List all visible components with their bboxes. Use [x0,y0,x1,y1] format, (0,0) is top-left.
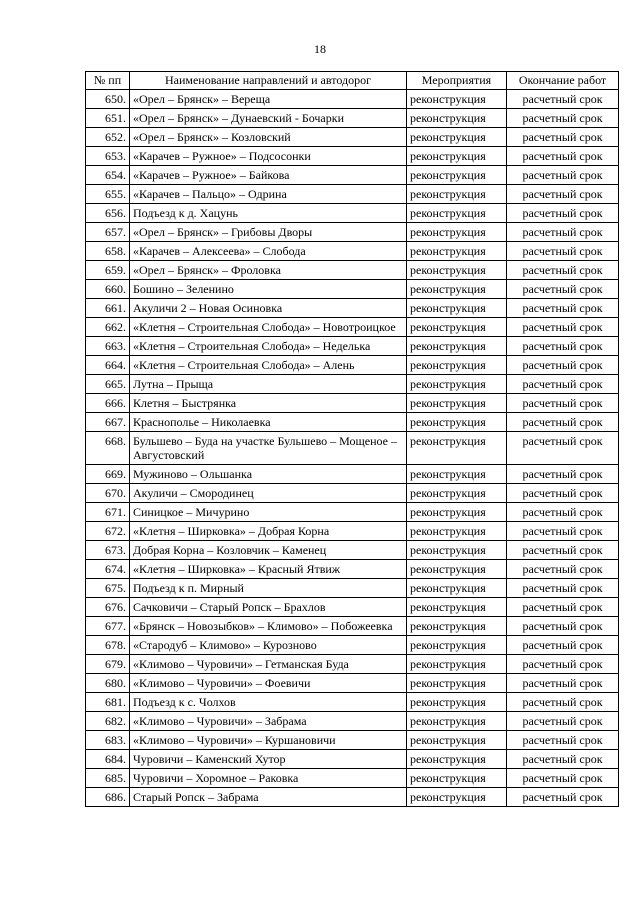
end-date-cell: расчетный срок [507,242,619,261]
activity-cell: реконструкция [407,484,507,503]
activity-cell: реконструкция [407,655,507,674]
end-date-cell: расчетный срок [507,90,619,109]
row-number-cell: 674. [86,560,130,579]
table-row [86,299,619,318]
road-name-cell: Бульшево – Буда на участке Бульшево – Мощеное – Августовский [130,432,407,465]
activity-cell: реконструкция [407,541,507,560]
table-row [86,579,619,598]
table-row [86,185,619,204]
row-number-cell: 660. [86,280,130,299]
end-date-cell: расчетный срок [507,560,619,579]
row-number-cell: 666. [86,394,130,413]
row-number-cell: 675. [86,579,130,598]
activity-cell: реконструкция [407,242,507,261]
table-row [86,769,619,788]
activity-cell: реконструкция [407,750,507,769]
table-row [86,617,619,636]
activity-cell: реконструкция [407,788,507,807]
activity-cell: реконструкция [407,204,507,223]
road-name-cell: Лутна – Прыща [130,375,407,394]
activity-cell: реконструкция [407,337,507,356]
row-number-cell: 667. [86,413,130,432]
end-date-cell: расчетный срок [507,223,619,242]
row-number-cell: 685. [86,769,130,788]
row-number-cell: 672. [86,522,130,541]
end-date-cell: расчетный срок [507,147,619,166]
road-name-cell: «Карачев – Ружное» – Байкова [130,166,407,185]
end-date-cell: расчетный срок [507,598,619,617]
activity-cell: реконструкция [407,579,507,598]
end-date-cell: расчетный срок [507,128,619,147]
end-date-cell: расчетный срок [507,541,619,560]
activity-cell: реконструкция [407,318,507,337]
end-date-cell: расчетный срок [507,503,619,522]
row-number-cell: 662. [86,318,130,337]
row-number-cell: 663. [86,337,130,356]
end-date-cell: расчетный срок [507,337,619,356]
activity-cell: реконструкция [407,560,507,579]
table-row [86,750,619,769]
end-date-cell: расчетный срок [507,712,619,731]
end-date-cell: расчетный срок [507,522,619,541]
road-name-cell: «Клетня – Строительная Слобода» – Неделька [130,337,407,356]
end-date-cell: расчетный срок [507,280,619,299]
end-date-cell: расчетный срок [507,204,619,223]
end-date-cell: расчетный срок [507,432,619,465]
table-row [86,503,619,522]
activity-cell: реконструкция [407,636,507,655]
activity-cell: реконструкция [407,185,507,204]
activity-cell: реконструкция [407,261,507,280]
activity-cell: реконструкция [407,769,507,788]
road-name-cell: Сачковичи – Старый Ропск – Брахлов [130,598,407,617]
road-name-cell: «Клетня – Строительная Слобода» – Новотроицкое [130,318,407,337]
table-row [86,318,619,337]
activity-cell: реконструкция [407,617,507,636]
activity-cell: реконструкция [407,356,507,375]
row-number-cell: 681. [86,693,130,712]
table-row [86,712,619,731]
table-row [86,560,619,579]
end-date-cell: расчетный срок [507,655,619,674]
end-date-cell: расчетный срок [507,413,619,432]
header-end: Окончание работ [507,72,619,90]
table-row [86,204,619,223]
row-number-cell: 684. [86,750,130,769]
activity-cell: реконструкция [407,394,507,413]
header-num: № пп [86,72,130,90]
road-name-cell: Бошино – Зеленино [130,280,407,299]
row-number-cell: 673. [86,541,130,560]
table-row [86,636,619,655]
road-name-cell: «Клетня – Строительная Слобода» – Алень [130,356,407,375]
end-date-cell: расчетный срок [507,617,619,636]
activity-cell: реконструкция [407,128,507,147]
table-row [86,261,619,280]
row-number-cell: 686. [86,788,130,807]
table-row [86,674,619,693]
table-row [86,598,619,617]
table-row [86,788,619,807]
road-name-cell: «Брянск – Новозыбков» – Климово» – Побожеевка [130,617,407,636]
road-name-cell: «Орел – Брянск» – Грибовы Дворы [130,223,407,242]
activity-cell: реконструкция [407,522,507,541]
row-number-cell: 650. [86,90,130,109]
table-row [86,522,619,541]
table-row [86,147,619,166]
row-number-cell: 654. [86,166,130,185]
end-date-cell: расчетный срок [507,750,619,769]
row-number-cell: 655. [86,185,130,204]
table-row [86,223,619,242]
header-activity: Мероприятия [407,72,507,90]
road-name-cell: «Клетня – Ширковка» – Красный Ятвиж [130,560,407,579]
end-date-cell: расчетный срок [507,109,619,128]
row-number-cell: 677. [86,617,130,636]
road-name-cell: Чуровичи – Каменский Хутор [130,750,407,769]
road-name-cell: «Карачев – Ружное» – Подсосонки [130,147,407,166]
row-number-cell: 679. [86,655,130,674]
activity-cell: реконструкция [407,432,507,465]
table-row [86,693,619,712]
row-number-cell: 676. [86,598,130,617]
end-date-cell: расчетный срок [507,693,619,712]
activity-cell: реконструкция [407,166,507,185]
end-date-cell: расчетный срок [507,166,619,185]
road-name-cell: Акуличи 2 – Новая Осиновка [130,299,407,318]
table-row [86,394,619,413]
road-name-cell: «Орел – Брянск» – Фроловка [130,261,407,280]
table-row [86,655,619,674]
road-name-cell: «Клетня – Ширковка» – Добрая Корна [130,522,407,541]
activity-cell: реконструкция [407,693,507,712]
table-row [86,280,619,299]
row-number-cell: 658. [86,242,130,261]
end-date-cell: расчетный срок [507,299,619,318]
activity-cell: реконструкция [407,731,507,750]
road-name-cell: Подъезд к д. Хацунь [130,204,407,223]
table-row [86,413,619,432]
end-date-cell: расчетный срок [507,375,619,394]
road-name-cell: Добрая Корна – Козловчик – Каменец [130,541,407,560]
row-number-cell: 659. [86,261,130,280]
row-number-cell: 678. [86,636,130,655]
activity-cell: реконструкция [407,299,507,318]
road-name-cell: Подъезд к с. Чолхов [130,693,407,712]
end-date-cell: расчетный срок [507,185,619,204]
table-row [86,432,619,465]
activity-cell: реконструкция [407,90,507,109]
road-name-cell: Краснополье – Николаевка [130,413,407,432]
row-number-cell: 656. [86,204,130,223]
table-row [86,541,619,560]
road-name-cell: «Орел – Брянск» – Вереща [130,90,407,109]
activity-cell: реконструкция [407,223,507,242]
activity-cell: реконструкция [407,712,507,731]
table-row [86,242,619,261]
table-row [86,484,619,503]
activity-cell: реконструкция [407,109,507,128]
row-number-cell: 671. [86,503,130,522]
table-row [86,375,619,394]
row-number-cell: 669. [86,465,130,484]
road-name-cell: «Климово – Чуровичи» – Куршановичи [130,731,407,750]
row-number-cell: 661. [86,299,130,318]
table-row [86,356,619,375]
table-row [86,166,619,185]
end-date-cell: расчетный срок [507,261,619,280]
road-name-cell: «Орел – Брянск» – Козловский [130,128,407,147]
end-date-cell: расчетный срок [507,674,619,693]
table-row [86,465,619,484]
row-number-cell: 670. [86,484,130,503]
end-date-cell: расчетный срок [507,636,619,655]
row-number-cell: 668. [86,432,130,465]
table-row [86,109,619,128]
table-row [86,90,619,109]
end-date-cell: расчетный срок [507,579,619,598]
road-name-cell: «Карачев – Алексеева» – Слобода [130,242,407,261]
row-number-cell: 680. [86,674,130,693]
end-date-cell: расчетный срок [507,788,619,807]
road-name-cell: Синицкое – Мичурино [130,503,407,522]
page-number: 18 [314,42,326,56]
road-name-cell: «Климово – Чуровичи» – Гетманская Буда [130,655,407,674]
road-name-cell: «Стародуб – Климово» – Курозново [130,636,407,655]
row-number-cell: 682. [86,712,130,731]
header-name: Наименование направлений и автодорог [130,72,407,90]
table-row [86,128,619,147]
end-date-cell: расчетный срок [507,394,619,413]
activity-cell: реконструкция [407,375,507,394]
road-name-cell: Акуличи – Смородинец [130,484,407,503]
table-row [86,731,619,750]
activity-cell: реконструкция [407,280,507,299]
table-header-row [86,72,619,90]
end-date-cell: расчетный срок [507,769,619,788]
end-date-cell: расчетный срок [507,318,619,337]
road-name-cell: «Карачев – Пальцо» – Одрина [130,185,407,204]
row-number-cell: 653. [86,147,130,166]
road-name-cell: Чуровичи – Хоромное – Раковка [130,769,407,788]
activity-cell: реконструкция [407,465,507,484]
row-number-cell: 665. [86,375,130,394]
row-number-cell: 651. [86,109,130,128]
activity-cell: реконструкция [407,147,507,166]
end-date-cell: расчетный срок [507,356,619,375]
road-name-cell: «Орел – Брянск» – Дунаевский - Бочарки [130,109,407,128]
road-name-cell: «Климово – Чуровичи» – Фоевичи [130,674,407,693]
end-date-cell: расчетный срок [507,465,619,484]
row-number-cell: 657. [86,223,130,242]
row-number-cell: 664. [86,356,130,375]
row-number-cell: 652. [86,128,130,147]
road-name-cell: Подъезд к п. Мирный [130,579,407,598]
end-date-cell: расчетный срок [507,484,619,503]
table-row [86,337,619,356]
road-name-cell: Клетня – Быстрянка [130,394,407,413]
row-number-cell: 683. [86,731,130,750]
road-name-cell: Старый Ропск – Забрама [130,788,407,807]
activity-cell: реконструкция [407,674,507,693]
end-date-cell: расчетный срок [507,731,619,750]
activity-cell: реконструкция [407,598,507,617]
roads-table [85,71,619,807]
activity-cell: реконструкция [407,413,507,432]
activity-cell: реконструкция [407,503,507,522]
road-name-cell: Мужиново – Ольшанка [130,465,407,484]
road-name-cell: «Климово – Чуровичи» – Забрама [130,712,407,731]
